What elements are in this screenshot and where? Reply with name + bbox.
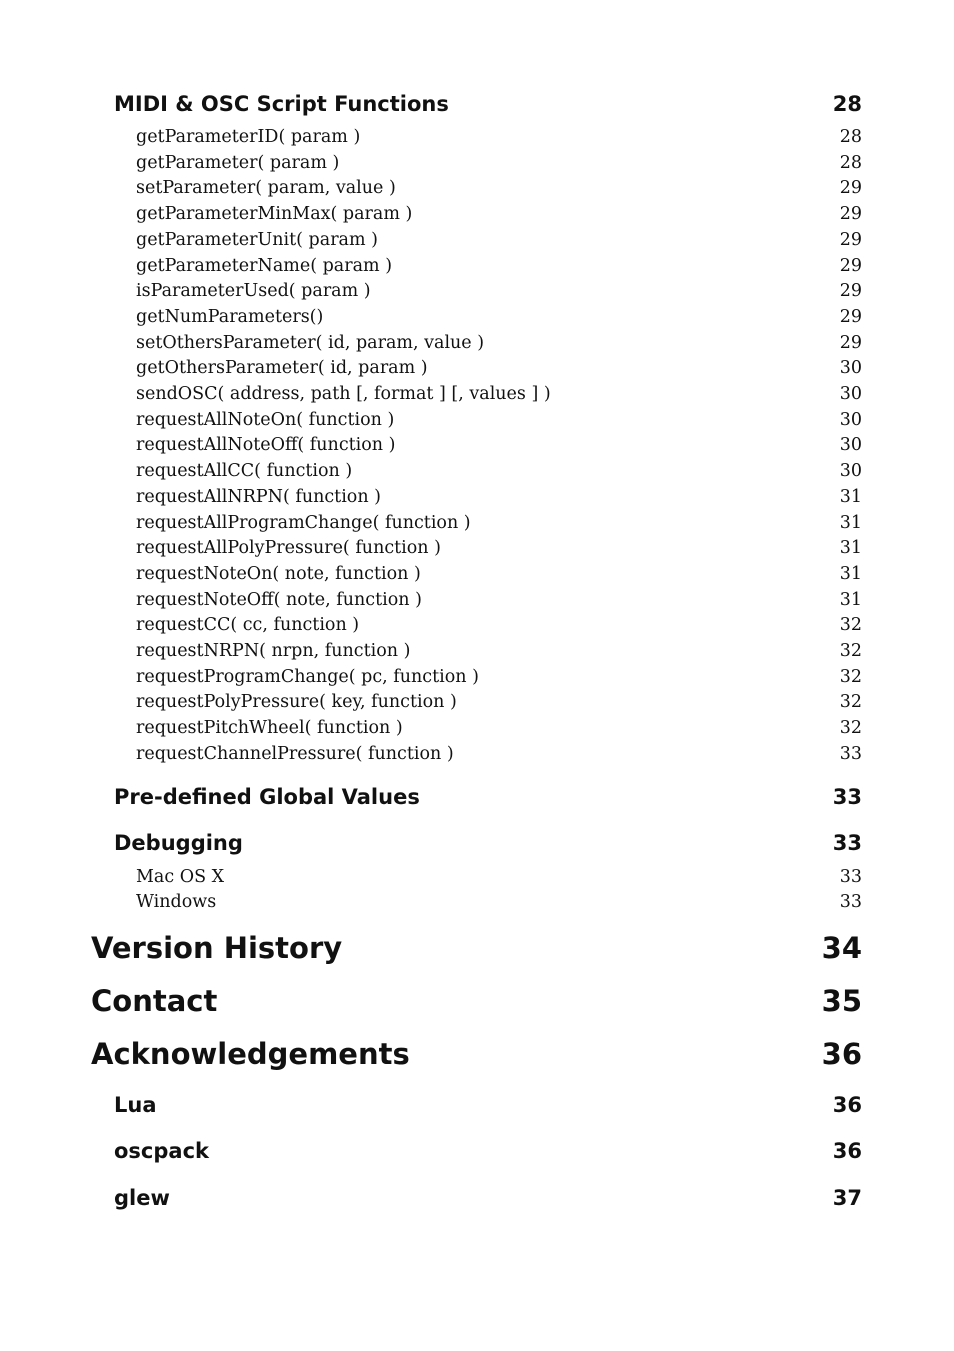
toc-entry[interactable] — [136, 666, 862, 688]
toc-entry-title: sendOSC( address, path [, format ] [, values ] ) — [136, 384, 551, 404]
toc-section-midi-osc[interactable] — [114, 91, 862, 117]
toc-entry-title: Windows — [136, 892, 217, 913]
toc-entry-title: requestProgramChange( pc, function ) — [136, 666, 479, 687]
toc-entry-title: requestChannelPressure( function ) — [136, 743, 454, 764]
toc-entry-page: 28 — [832, 92, 862, 116]
toc-section-debugging[interactable] — [114, 830, 862, 856]
toc-entry[interactable] — [136, 691, 862, 713]
toc-entry[interactable] — [136, 332, 862, 354]
toc-entry-page: 31 — [839, 589, 862, 610]
toc-entry[interactable] — [136, 537, 862, 559]
toc-entry-title: glew — [114, 1186, 170, 1210]
toc-entry-page: 32 — [839, 641, 862, 661]
toc-section-predefined-globals[interactable] — [114, 784, 862, 810]
toc-entry-page: 29 — [839, 255, 862, 276]
toc-entry-title: Contact — [91, 984, 218, 1018]
toc-entry-page: 31 — [839, 563, 862, 584]
toc-entry[interactable] — [136, 280, 862, 302]
toc-entry[interactable] — [136, 589, 862, 611]
toc-entry-page: 33 — [839, 743, 862, 764]
toc-entry-page: 29 — [839, 229, 862, 250]
toc-entry[interactable] — [136, 512, 862, 534]
toc-entry[interactable] — [136, 717, 862, 739]
toc-entry-title: setOthersParameter( id, param, value ) — [136, 332, 485, 353]
toc-entry-page: 32 — [839, 692, 862, 713]
toc-entry-page: 29 — [839, 306, 862, 327]
toc-entry-page: 37 — [832, 1186, 862, 1210]
toc-entry[interactable] — [136, 866, 862, 888]
toc-entry-page: 35 — [821, 984, 862, 1018]
toc-entry-title: Mac OS X — [136, 866, 225, 887]
toc-entry-title: Pre-defined Global Values — [114, 785, 420, 809]
toc-entry-title: MIDI & OSC Script Functions — [114, 92, 449, 116]
toc-entry-page: 29 — [839, 332, 862, 353]
toc-entry-page: 36 — [832, 1139, 862, 1163]
toc-entry-page: 33 — [832, 785, 862, 809]
toc-entry[interactable] — [136, 563, 862, 585]
toc-entry-page: 33 — [832, 831, 862, 855]
toc-entry[interactable] — [136, 640, 862, 662]
toc-entry-page: 30 — [839, 358, 862, 379]
toc-entry-title: getOthersParameter( id, param ) — [136, 358, 428, 379]
toc-section-lua[interactable] — [114, 1092, 862, 1118]
toc-entry-page: 32 — [839, 615, 862, 636]
toc-entry[interactable] — [136, 486, 862, 508]
toc-entry-page: 32 — [839, 666, 862, 687]
toc-entry-title: requestAllNRPN( function ) — [136, 486, 382, 507]
toc-entry-page: 33 — [839, 866, 862, 887]
toc-entry[interactable] — [136, 434, 862, 456]
toc-entry-title: getNumParameters() — [136, 306, 324, 327]
toc-entry-page: 29 — [839, 204, 862, 225]
toc-entry-title: Lua — [114, 1093, 157, 1117]
toc-entry-title: Debugging — [114, 831, 243, 855]
toc-entry-page: 28 — [839, 152, 862, 173]
toc-entry-title: isParameterUsed( param ) — [136, 281, 371, 302]
toc-entry-title: getParameterName( param ) — [136, 255, 393, 276]
toc-entry-page: 30 — [839, 461, 862, 482]
toc-entry[interactable] — [136, 177, 862, 199]
toc-entry-page: 31 — [839, 538, 862, 559]
toc-entry[interactable] — [136, 409, 862, 431]
toc-entry[interactable] — [136, 126, 862, 148]
toc-entry[interactable] — [136, 229, 862, 251]
toc-entry-title: getParameterMinMax( param ) — [136, 204, 413, 225]
toc-entry-title: oscpack — [114, 1139, 209, 1163]
toc-entry-page: 30 — [839, 384, 862, 404]
toc-entry[interactable] — [136, 357, 862, 379]
toc-entry-title: requestPolyPressure( key, function ) — [136, 692, 457, 713]
toc-entry-page: 30 — [839, 409, 862, 430]
toc-chapter-acknowledgements[interactable] — [91, 1036, 862, 1072]
toc-entry[interactable] — [136, 460, 862, 482]
toc-entry-title: requestNoteOn( note, function ) — [136, 563, 421, 584]
toc-entry[interactable] — [136, 203, 862, 225]
toc-entry-title: requestAllCC( function ) — [136, 461, 353, 482]
toc-entry-page: 32 — [839, 718, 862, 739]
toc-entry[interactable] — [136, 383, 862, 405]
toc-entry[interactable] — [136, 255, 862, 277]
toc-entry-page: 36 — [821, 1037, 862, 1071]
toc-entry-page: 30 — [839, 435, 862, 456]
toc-entry-title: requestPitchWheel( function ) — [136, 718, 403, 739]
toc-entry-page: 34 — [821, 931, 862, 965]
toc-entry-page: 28 — [839, 127, 862, 147]
toc-entry-title: getParameterUnit( param ) — [136, 229, 378, 250]
toc-entry-page: 31 — [839, 512, 862, 533]
toc-section-oscpack[interactable] — [114, 1138, 862, 1164]
toc-entry[interactable] — [136, 152, 862, 174]
toc-entry-title: requestAllProgramChange( function ) — [136, 512, 471, 533]
toc-entry-title: Acknowledgements — [91, 1037, 410, 1071]
toc-entry[interactable] — [136, 306, 862, 328]
toc-entry[interactable] — [136, 614, 862, 636]
toc-entry-title: setParameter( param, value ) — [136, 178, 396, 199]
toc-entry-title: requestAllNoteOff( function ) — [136, 435, 396, 456]
toc-entry-title: Version History — [91, 931, 343, 965]
toc-entry-title: requestCC( cc, function ) — [136, 615, 360, 636]
toc-entry-title: requestNoteOff( note, function ) — [136, 589, 422, 610]
toc-entry-title: getParameterID( param ) — [136, 127, 361, 147]
toc-entry-title: getParameter( param ) — [136, 152, 340, 173]
toc-section-glew[interactable] — [114, 1185, 862, 1211]
toc-entry-title: requestNRPN( nrpn, function ) — [136, 641, 411, 661]
toc-entry-page: 31 — [839, 486, 862, 507]
toc-entry-page: 33 — [839, 892, 862, 913]
toc-chapter-version-history[interactable] — [91, 930, 862, 966]
toc-entry-page: 29 — [839, 178, 862, 199]
toc-entry-page: 36 — [832, 1093, 862, 1117]
toc-entry-title: requestAllNoteOn( function ) — [136, 409, 395, 430]
toc-entry-page: 29 — [839, 281, 862, 302]
toc-entry[interactable] — [136, 743, 862, 765]
toc-chapter-contact[interactable] — [91, 983, 862, 1019]
toc-entry-title: requestAllPolyPressure( function ) — [136, 538, 441, 559]
toc-entry[interactable] — [136, 891, 862, 913]
